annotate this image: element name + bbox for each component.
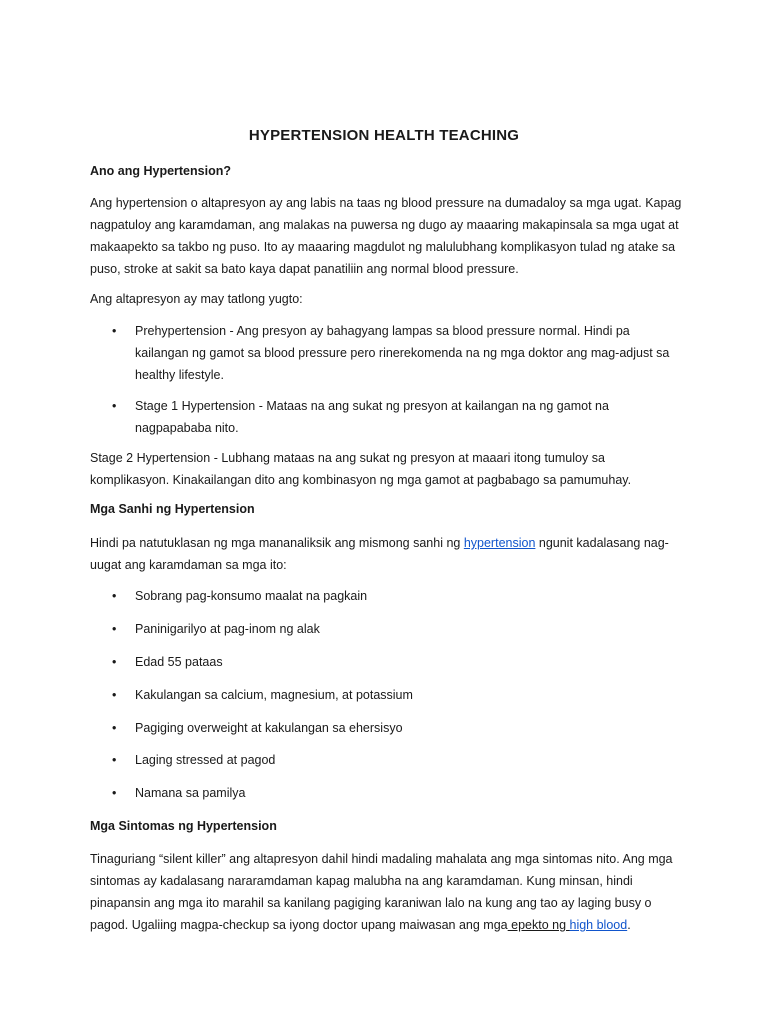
- list-item-text: Pagiging overweight at kakulangan sa ehersisyo: [135, 721, 403, 735]
- section-heading-symptoms: Mga Sintomas ng Hypertension: [90, 819, 277, 833]
- list-item-stage-1: [112, 395, 686, 439]
- list-item-text: Edad 55 pataas: [135, 655, 223, 669]
- high-blood-link[interactable]: high blood: [569, 918, 628, 932]
- bullet-icon: •: [112, 589, 117, 603]
- bullet-icon: •: [112, 399, 117, 413]
- text-run: Hindi pa natutuklasan ng mga mananaliksik ang mismong sanhi ng: [90, 536, 464, 550]
- bullet-icon: •: [112, 786, 117, 800]
- list-item-cause: [112, 651, 686, 673]
- list-item-text: Kakulangan sa calcium, magnesium, at potassium: [135, 688, 413, 702]
- list-item-cause: [112, 684, 686, 706]
- text-run: Tinaguriang “silent killer” ang altapresyon dahil hindi madaling mahalata ang mga sintomas nito. Ang mga sintomas ay kadalasang nararamdaman kapag malubha na ang karamdaman. Kung minsan, hindi pinapansin ang mga ito marahil sa kanilang pagiging karaniwan lalo na kung ang tao ay laging busy o pagod. Ugaliing magpa-checkup sa iyong doctor upang maiwasan ang mga: [90, 852, 673, 932]
- list-item-text: Prehypertension - Ang presyon ay bahagyang lampas sa blood pressure normal. Hindi pa kailangan ng gamot sa blood pressure pero rinerekomenda na ng mga doktor ang mag-adjust sa healthy lifestyle.: [135, 324, 670, 382]
- text-run: epekto ng: [507, 918, 570, 932]
- list-item-text: Paninigarilyo at pag-inom ng alak: [135, 622, 320, 636]
- list-item-text: Stage 1 Hypertension - Mataas na ang sukat ng presyon at kailangan na ng gamot na nagpapababa nito.: [135, 399, 609, 435]
- paragraph-symptoms: [90, 848, 686, 936]
- bullet-icon: •: [112, 688, 117, 702]
- bullet-icon: •: [112, 753, 117, 767]
- paragraph-definition: Ang hypertension o altapresyon ay ang labis na taas ng blood pressure na dumadaloy sa mga ugat. Kapag nagpatuloy ang karamdaman, ang malakas na puwersa ng dugo ay maaaring makapinsala sa mga ugat at makaapekto sa takbo ng puso. Ito ay maaaring magdulot ng malulubhang komplikasyon tulad ng atake sa puso, stroke at sakit sa bato kaya dapat panatiliin ang normal blood pressure.: [90, 196, 682, 276]
- list-item-cause: [112, 782, 686, 804]
- list-item-stage-prehypertension: [112, 320, 686, 386]
- section-heading-what: Ano ang Hypertension?: [90, 164, 231, 178]
- section-heading-causes: Mga Sanhi ng Hypertension: [90, 502, 255, 516]
- paragraph-stages-intro: Ang altapresyon ay may tatlong yugto:: [90, 292, 303, 306]
- bullet-icon: •: [112, 622, 117, 636]
- list-item-cause: [112, 585, 686, 607]
- text-run: .: [627, 918, 631, 932]
- list-item-cause: [112, 618, 686, 640]
- list-item-text: Laging stressed at pagod: [135, 753, 276, 767]
- list-item-cause: [112, 717, 686, 739]
- text-run: ngunit kadalasang nag-uugat ang karamdaman sa mga ito:: [90, 536, 669, 572]
- bullet-icon: •: [112, 721, 117, 735]
- bullet-icon: •: [112, 655, 117, 669]
- paragraph-stage-2: Stage 2 Hypertension - Lubhang mataas na ang sukat ng presyon at maaari itong tumuloy sa komplikasyon. Kinakailangan dito ang kombinasyon ng mga gamot at pagbabago sa pamumuhay.: [90, 451, 632, 487]
- bullet-icon: •: [112, 324, 117, 338]
- hypertension-link[interactable]: hypertension: [463, 536, 536, 550]
- list-item-text: Sobrang pag-konsumo maalat na pagkain: [135, 589, 368, 603]
- paragraph-causes: [90, 532, 686, 576]
- list-item-cause: [112, 749, 686, 771]
- document-title: HYPERTENSION HEALTH TEACHING: [248, 127, 520, 144]
- list-item-text: Namana sa pamilya: [135, 786, 246, 800]
